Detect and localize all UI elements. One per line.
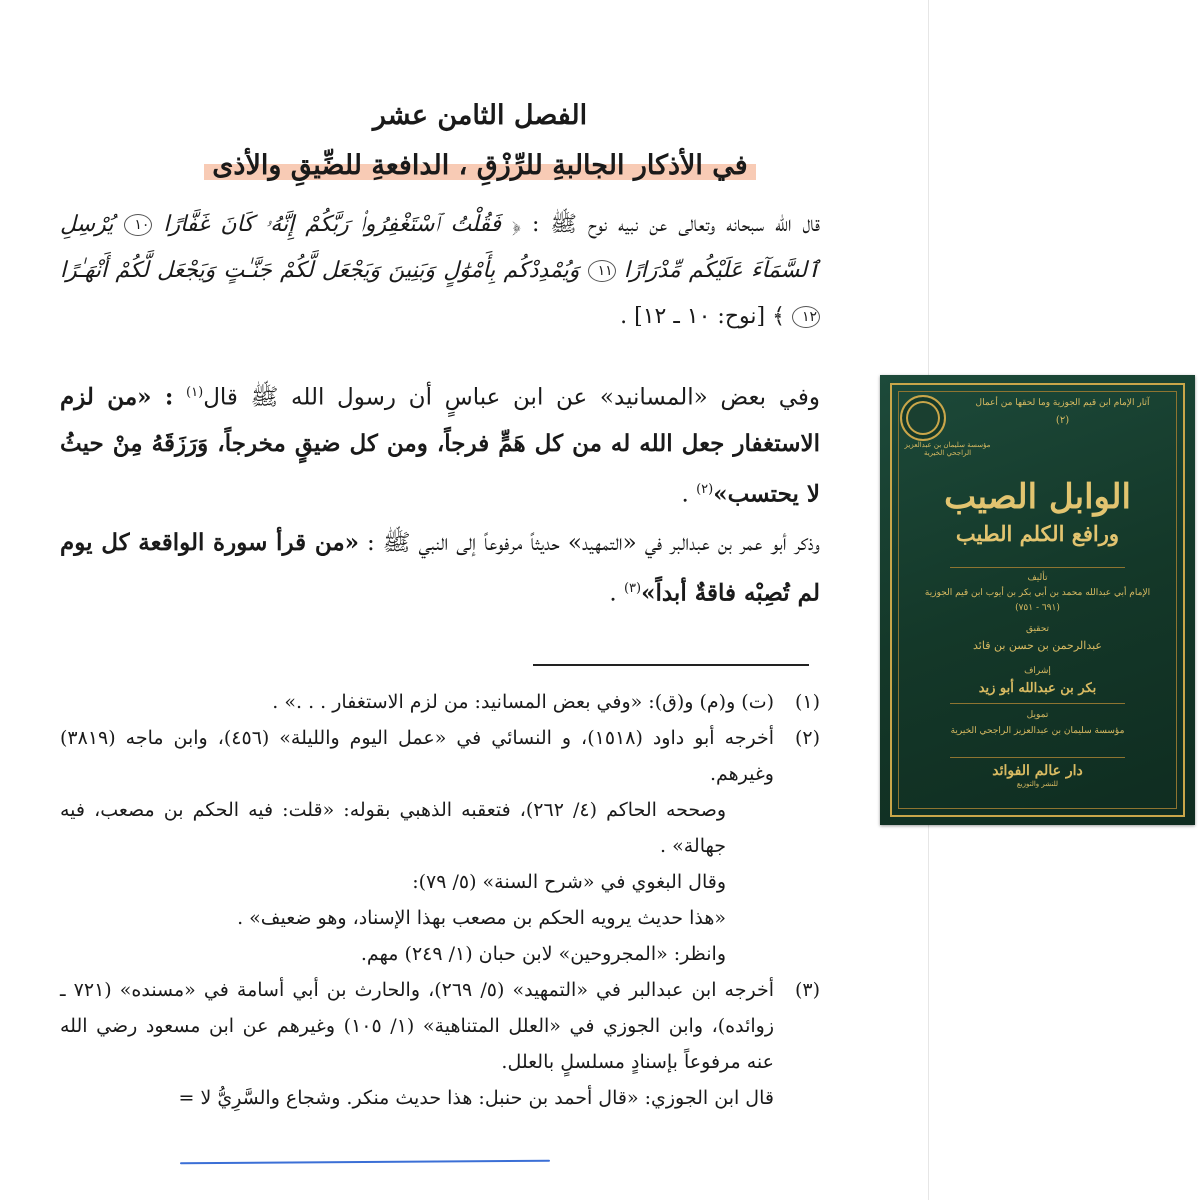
cover-ishraf-label: إشراف — [1024, 666, 1051, 676]
footnote-ref-1[interactable]: (١) — [186, 385, 204, 400]
p1-reference: ﴾ [نوح: ١٠ ـ ١٢] . — [620, 304, 785, 329]
cover-divider — [950, 757, 1125, 758]
footnote-text: وقال البغوي في «شرح السنة» (٥/ ٧٩): — [412, 871, 726, 893]
cover-publisher-sub: للنشر والتوزيع — [1016, 780, 1059, 788]
p1-quran-c: وَيُمْدِدْكُم بِأَمْوَٰلٍ وَبَنِينَ وَيَجْعَل لَّكُمْ جَنَّـٰتٍ وَيَجْعَل لَّكُمْ أَنْهَـٰرًا — [60, 258, 580, 283]
cover-series-number: (٢) — [1055, 415, 1070, 426]
p2-intro: وفي بعض «المسانيد» عن ابن عباسٍ أن رسول الله ﷺ قال — [203, 384, 820, 411]
chapter-subtitle-wrap — [160, 146, 800, 186]
footnote-number: (٣) — [794, 979, 820, 1001]
footnote-text: أخرجه أبو داود (١٥١٨)، و النسائي في «عمل اليوم والليلة» (٤٥٦)، وابن ماجه (٣٨١٩) وغيرهم. — [60, 727, 775, 785]
paragraph-istighfar-hadith — [60, 370, 820, 517]
footnote-number: (٢) — [794, 727, 820, 749]
footnote-ref-3[interactable]: (٣) — [623, 581, 642, 596]
paragraph-quran-nuh — [60, 202, 820, 340]
footnote-text: وانظر: «المجروحين» لابن حبان (١/ ٢٤٩) مهم. — [360, 943, 726, 965]
footnote-separator — [533, 664, 809, 666]
p2-end: . — [681, 481, 689, 508]
footnote-3 — [60, 972, 820, 1116]
footnote-text-underlined: قال ابن الجوزي: «قال أحمد بن حنبل: هذا حديث منكر. وشجاع والسَّرِيُّ لا = — [178, 1087, 774, 1109]
footnote-1 — [60, 684, 820, 720]
ayah-mark-10: ١٠ — [124, 214, 152, 236]
cover-publisher-top: مؤسسة سليمان بن عبدالعزيز الراجحي الخيرية — [904, 441, 991, 457]
chapter-title: الفصل الثامن عشر — [372, 100, 588, 131]
cover-publisher: دار عالم الفوائد — [992, 763, 1083, 779]
ayah-mark-11: ١١ — [588, 260, 616, 282]
cover-supervisor: بكر بن عبدالله أبو زيد — [978, 681, 1097, 696]
cover-author-label: تأليف — [1027, 573, 1048, 583]
footnote-ref-2[interactable]: (٢) — [696, 481, 714, 497]
chapter-subtitle-highlighted: في الأذكار الجالبةِ للرِّزْقِ ، الدافعةِ للضِّيقِ والأذى — [204, 146, 755, 186]
p1-intro: قال الله سبحانه وتعالى عن نبيه نوح ﷺ : ﴿ — [511, 212, 821, 237]
p3-intro: وذكر أبو عمر بن عبدالبر في «التمهيد» حديثاً مرفوعاً إلى النبي ﷺ : — [367, 530, 821, 556]
cover-dates: (٦٩١ - ٧٥١) — [1015, 603, 1060, 613]
cover-tahqiq-label: تحقيق — [1025, 624, 1050, 634]
cover-divider — [950, 567, 1125, 568]
p3-quote: «من قرأ سورة الواقعة كل يوم لم تُصِبْه فاقةٌ أبداً» — [60, 529, 820, 607]
cover-funder: مؤسسة سليمان بن عبدالعزيز الراجحي الخيرية — [950, 726, 1125, 736]
footnote-text: «هذا حديث يرويه الحكم بن مصعب بهذا الإسناد، وهو ضعيف» . — [237, 907, 726, 929]
cover-subtitle: ورافع الكلم الطيب — [955, 521, 1120, 546]
cover-editor: عبدالرحمن بن حسن بن قائد — [973, 639, 1102, 652]
p1-quran-b: يُرْسِلِ ٱلسَّمَآءَ عَلَيْكُم مِّدْرَارًا — [60, 212, 820, 283]
p2-quote: : «من لزم الاستغفار جعل الله له من كل هَمٍّ فرجاً، ومن كل ضيقٍ مخرجاً، وَرَزَقَهُ مِنْ حيثُ لا يحتسب» — [60, 383, 820, 508]
ayah-mark-12: ١٢ — [792, 306, 820, 328]
footnote-text: وصححه الحاكم (٤/ ٢٦٢)، فتعقبه الذهبي بقوله: «قلت: فيه الحكم بن مصعب، فيه جهالة» . — [60, 799, 727, 857]
footnote-text: (ت) و(م) و(ق): «وفي بعض المسانيد: من لزم الاستغفار . . .» . — [272, 691, 774, 713]
cover-series: آثار الإمام ابن قيم الجوزية وما لحقها من أعمال — [975, 398, 1150, 408]
p3-end: . — [609, 580, 617, 607]
footnote-2 — [60, 720, 820, 972]
paragraph-waqiah-hadith — [60, 520, 820, 617]
book-cover-image — [880, 375, 1195, 825]
cover-tamwil-label: تمويل — [1026, 710, 1049, 720]
cover-title: الوابل الصيب — [944, 477, 1131, 517]
footnote-text: أخرجه ابن عبدالبر في «التمهيد» (٥/ ٢٦٩)، والحارث بن أبي أسامة في «مسنده» (٧٢١ ـ زوائده)، وابن الجوزي في «العلل المتناهية» (١/ ١٠٥) وغيرهم عن ابن مسعود رضي الله عنه مرفوعاً بإسنادٍ مسلسلٍ بالعلل. — [60, 979, 775, 1073]
cover-medallion-icon — [900, 395, 946, 441]
footnote-number: (١) — [794, 691, 820, 713]
footnotes — [60, 684, 820, 1116]
p1-quran-a: فَقُلْتُ ٱسْتَغْفِرُوا۟ رَبَّكُمْ إِنَّهُۥ كَانَ غَفَّارًا — [163, 212, 501, 237]
cover-author: الإمام أبي عبدالله محمد بن أبي بكر بن أيوب ابن قيم الجوزية — [924, 588, 1151, 598]
cover-divider — [950, 703, 1125, 704]
pen-underline — [180, 1160, 550, 1165]
